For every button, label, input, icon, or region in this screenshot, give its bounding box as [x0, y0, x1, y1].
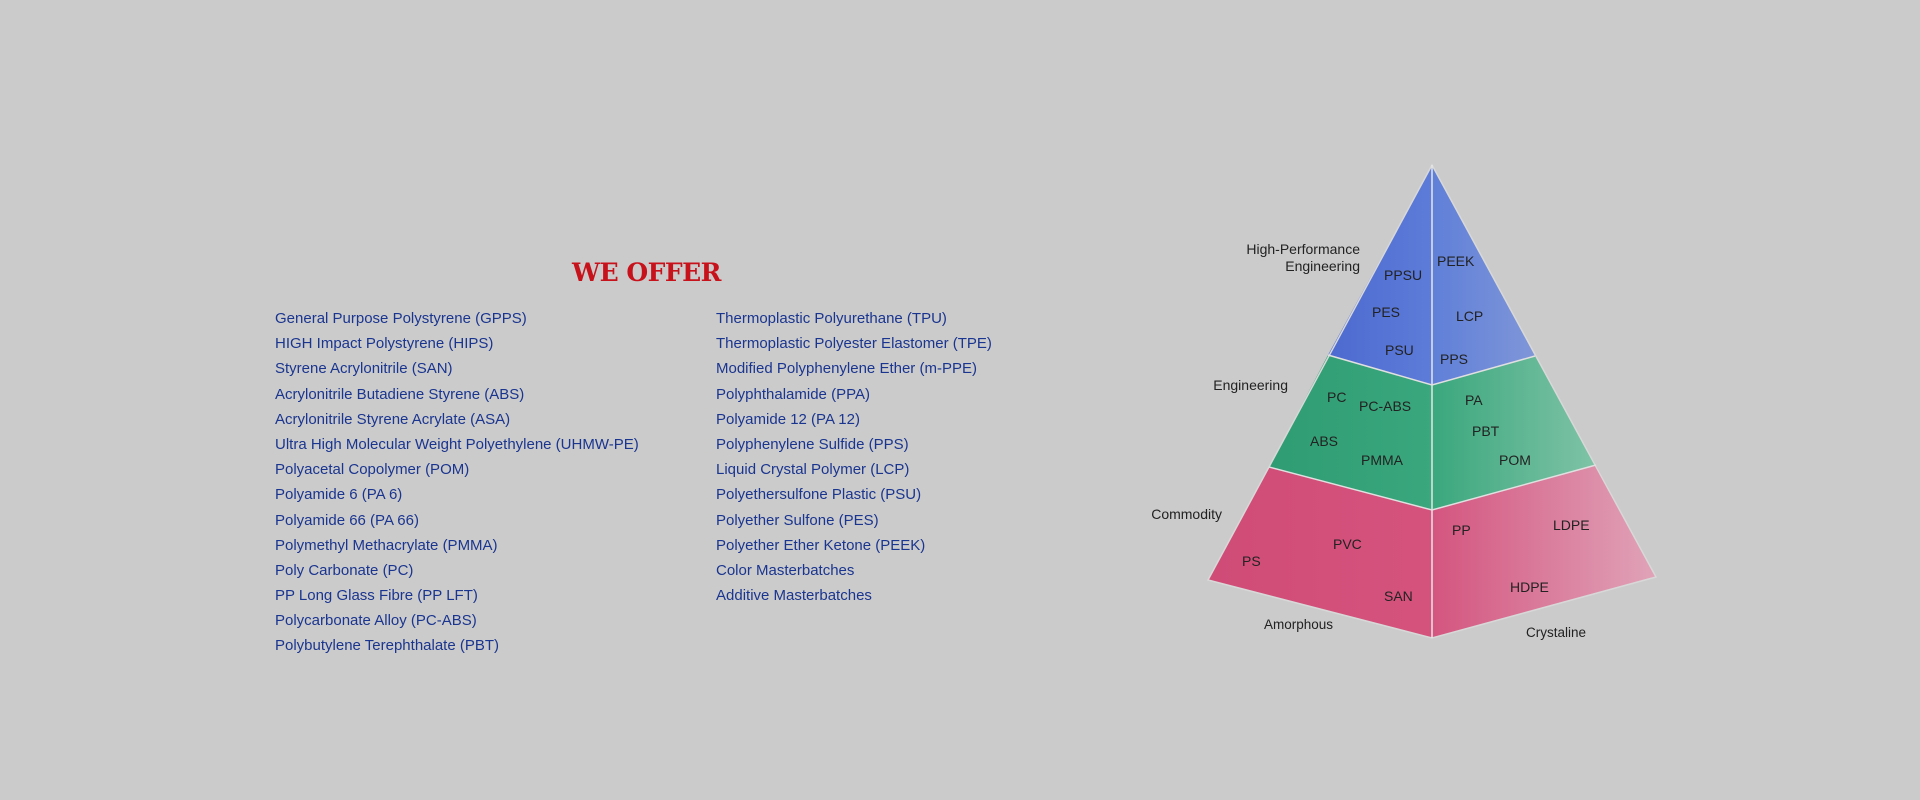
product-item: Polyamide 6 (PA 6) [275, 486, 403, 504]
we-offer-title: WE OFFER [572, 258, 721, 287]
polymer-label-pp: PP [1452, 522, 1471, 538]
polymer-label-pc: PC [1327, 389, 1347, 405]
product-item: HIGH Impact Polystyrene (HIPS) [275, 335, 494, 353]
product-item: Polyamide 66 (PA 66) [275, 511, 419, 529]
product-item: Additive Masterbatches [716, 587, 872, 605]
product-item: General Purpose Polystyrene (GPPS) [275, 310, 527, 327]
product-item: Polyphthalamide (PPA) [716, 385, 870, 403]
product-item: Polyphenylene Sulfide (PPS) [716, 435, 909, 453]
product-item: Thermoplastic Polyurethane (TPU) [716, 310, 947, 327]
product-item: Thermoplastic Polyester Elastomer (TPE) [716, 335, 992, 353]
product-item: Modified Polyphenylene Ether (m-PPE) [716, 360, 977, 378]
tier-label-engineering: Engineering [1213, 377, 1288, 393]
product-item: Polyacetal Copolymer (POM) [275, 461, 470, 479]
product-item: Acrylonitrile Styrene Acrylate (ASA) [275, 410, 511, 428]
product-item: PP Long Glass Fibre (PP LFT) [275, 587, 478, 605]
product-item: Polyamide 12 (PA 12) [716, 410, 860, 428]
polymer-label-peek: PEEK [1437, 253, 1475, 269]
product-item: Polyethersulfone Plastic (PSU) [716, 486, 922, 504]
tier-label-high-performance-line2: Engineering [1285, 258, 1360, 274]
polymer-label-hdpe: HDPE [1510, 579, 1549, 595]
polymer-label-lcp: LCP [1456, 308, 1484, 324]
axis-label-crystaline: Crystaline [1526, 625, 1587, 640]
product-item: Poly Carbonate (PC) [275, 561, 414, 579]
product-item: Polymethyl Methacrylate (PMMA) [275, 536, 498, 554]
polymer-label-pc-abs: PC-ABS [1359, 398, 1412, 414]
polymer-label-ldpe: LDPE [1553, 517, 1590, 533]
product-item: Liquid Crystal Polymer (LCP) [716, 461, 910, 479]
product-item: Polyether Sulfone (PES) [716, 511, 879, 529]
polymer-label-pom: POM [1499, 452, 1531, 468]
polymer-label-ps: PS [1242, 553, 1261, 569]
polymer-label-pbt: PBT [1472, 423, 1500, 439]
polymer-label-pvc: PVC [1333, 536, 1362, 552]
polymer-label-san: SAN [1384, 588, 1413, 604]
polymer-label-pmma: PMMA [1361, 452, 1403, 468]
polymer-label-pps: PPS [1440, 351, 1469, 367]
product-item: Polyether Ether Ketone (PEEK) [716, 536, 926, 554]
axis-label-amorphous: Amorphous [1264, 617, 1334, 632]
product-item: Polycarbonate Alloy (PC-ABS) [275, 612, 477, 630]
product-item: Acrylonitrile Butadiene Styrene (ABS) [275, 385, 525, 403]
polymer-label-abs: ABS [1310, 433, 1339, 449]
polymer-label-psu: PSU [1385, 342, 1414, 358]
polymer-label-pes: PES [1372, 304, 1401, 320]
product-item: Color Masterbatches [716, 561, 855, 579]
product-item: Ultra High Molecular Weight Polyethylene (UHMW-PE) [275, 435, 639, 453]
polymer-label-pa: PA [1465, 392, 1483, 408]
polymer-label-ppsu: PPSU [1384, 267, 1423, 283]
tier-label-high-performance-line1: High-Performance [1246, 241, 1360, 257]
tier-label-commodity: Commodity [1151, 506, 1222, 522]
product-item: Polybutylene Terephthalate (PBT) [275, 637, 500, 655]
product-item: Styrene Acrylonitrile (SAN) [275, 360, 453, 378]
